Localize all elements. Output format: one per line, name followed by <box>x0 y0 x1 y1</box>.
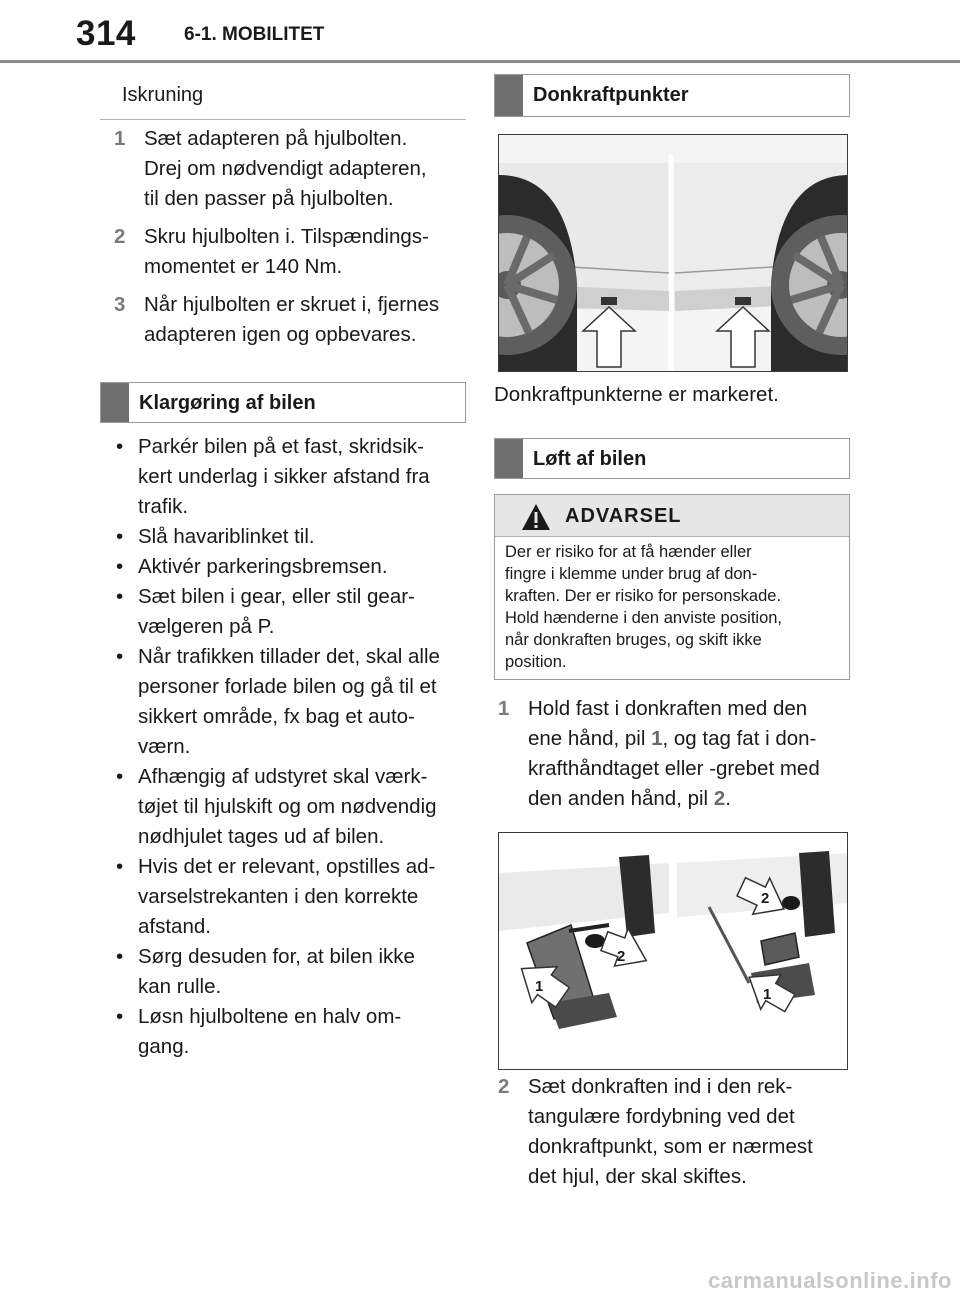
heading-bar <box>495 439 523 478</box>
list-item: • Sørg desuden for, at bilen ikke kan rulle. <box>100 942 466 1002</box>
loft-heading-text: Løft af bilen <box>533 448 647 470</box>
klargoring-heading <box>100 382 466 423</box>
step-number: 3 <box>114 293 126 316</box>
arrow-reference-2: 2 <box>713 787 726 810</box>
iskruning-heading-text: Iskruning <box>122 84 204 106</box>
list-item: • Parkér bilen på et fast, skridsik- kert underlag i sikker afstand fra trafik. <box>100 432 466 522</box>
donkraftpunkter-heading-text: Donkraftpunkter <box>533 84 689 106</box>
watermark: carmanualsonline.info <box>708 1268 952 1293</box>
section-title: 6-1. MOBILITET <box>184 24 325 45</box>
warning-header <box>495 495 849 537</box>
page-number: 314 <box>76 14 136 53</box>
warning-title: ADVARSEL <box>565 505 682 527</box>
page-header <box>0 0 960 64</box>
heading-bar <box>495 75 523 116</box>
list-item: • Sæt bilen i gear, eller stil gear- vælgeren på P. <box>100 582 466 642</box>
klargoring-heading-text: Klargøring af bilen <box>139 392 316 414</box>
step-line: adapteren igen og opbevares. <box>144 323 417 346</box>
step-line: Drej om nødvendigt adapteren, <box>144 157 427 180</box>
step-number: 1 <box>498 697 510 720</box>
warning-triangle-icon <box>521 503 551 531</box>
arrow-label-2: 2 <box>761 890 770 907</box>
step-number: 2 <box>114 225 126 248</box>
list-item: • Afhængig af udstyret skal værk- tøjet til hjulskift og om nødvendig nødhjulet tages ud af bilen. <box>100 762 466 852</box>
iskruning-heading <box>100 72 466 120</box>
preparation-list <box>100 432 466 1062</box>
arrow-reference-1: 1 <box>651 727 663 750</box>
step-number: 1 <box>114 127 126 150</box>
arrow-label-1: 1 <box>763 986 772 1003</box>
figure-caption: Donkraftpunkterne er markeret. <box>494 383 779 406</box>
warning-box <box>494 494 850 680</box>
list-item: • Når trafikken tillader det, skal alle personer forlade bilen og gå til et sikkert område, fx bag et auto- værn. <box>100 642 466 762</box>
arrow-label-1: 1 <box>535 978 544 995</box>
list-item: • Aktivér parkeringsbremsen. <box>100 552 466 582</box>
step-number: 2 <box>498 1075 510 1098</box>
loft-heading <box>494 438 850 479</box>
jack-handling-illustration <box>499 833 848 1070</box>
heading-bar <box>101 383 129 422</box>
list-item: • Hvis det er relevant, opstilles ad- varselstrekanten i den korrekte afstand. <box>100 852 466 942</box>
step-line: momentet er 140 Nm. <box>144 255 343 278</box>
jack-handling-figure <box>498 832 848 1070</box>
warning-text: Der er risiko for at få hænder eller fingre i klemme under brug af don- kraften. Der er risiko for personskade. Hold hænderne i den anviste position, når donkraften bruges, og skift ikke position. <box>505 543 783 671</box>
jacking-points-figure <box>498 134 848 372</box>
list-item: • Slå havariblinket til. <box>100 522 466 552</box>
jacking-points-illustration <box>499 135 848 372</box>
step-line: til den passer på hjulbolten. <box>144 187 394 210</box>
donkraftpunkter-heading <box>494 74 850 117</box>
step-line: Sæt adapteren på hjulbolten. <box>144 127 408 150</box>
arrow-label-2: 2 <box>617 948 626 965</box>
header-divider <box>0 60 960 63</box>
step-line: Når hjulbolten er skruet i, fjernes <box>144 293 440 316</box>
list-item: • Løsn hjulboltene en halv om- gang. <box>100 1002 466 1062</box>
step-line: Skru hjulbolten i. Tilspændings- <box>144 225 429 248</box>
